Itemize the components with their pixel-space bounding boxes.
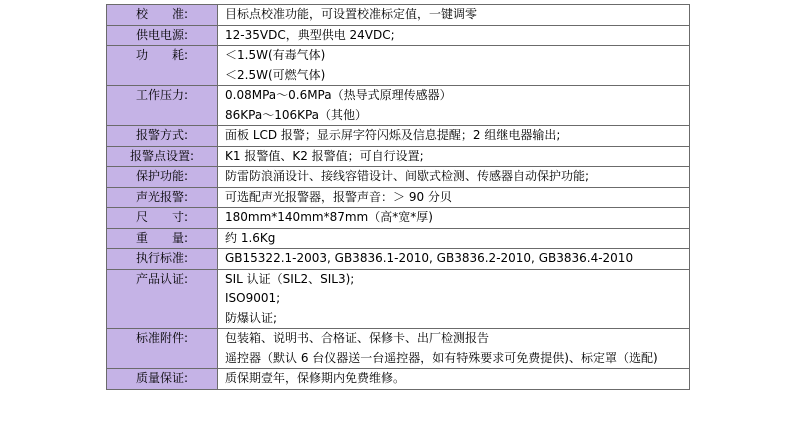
spec-table-body [107, 5, 690, 390]
spec-row [107, 269, 690, 329]
spec-row [107, 46, 690, 86]
spec-value-cell [218, 329, 690, 369]
spec-row [107, 187, 690, 208]
spec-value-line: 防爆认证; [225, 310, 278, 325]
spec-value-cell [218, 369, 690, 390]
spec-value-line: 面板 LCD 报警；显示屏字符闪烁及信息提醒；2 组继电器输出; [225, 128, 561, 142]
spec-row [107, 228, 690, 249]
spec-value-line: 可选配声光报警器，报警声音：＞ 90 分贝 [225, 189, 452, 204]
spec-row [107, 5, 690, 26]
spec-row [107, 249, 690, 270]
spec-row [107, 369, 690, 390]
spec-label: 标准附件: [107, 329, 218, 369]
spec-label: 工作压力: [107, 86, 218, 126]
spec-label: 质量保证: [107, 369, 218, 390]
spec-value-line: GB15322.1-2003, GB3836.1-2010, GB3836.2-2010, GB3836.4-2010 [225, 251, 634, 265]
spec-value-cell [218, 269, 690, 329]
spec-row [107, 167, 690, 188]
spec-value-line: 防雷防浪涌设计、接线容错设计、间歇式检测、传感器自动保护功能; [225, 169, 590, 183]
spec-value-cell [218, 86, 690, 126]
spec-label: 产品认证: [107, 269, 218, 329]
spec-row [107, 208, 690, 229]
spec-value-cell [218, 208, 690, 229]
spec-table [106, 4, 690, 390]
spec-value-line: 目标点校准功能，可设置校准标定值，一键调零 [225, 7, 478, 21]
spec-row [107, 86, 690, 126]
spec-label: 报警方式: [107, 126, 218, 147]
spec-label: 保护功能: [107, 167, 218, 188]
spec-value-line: 遥控器（默认 6 台仪器送一台遥控器，如有特殊要求可免费提供)、标定罩（选配) [225, 350, 658, 365]
spec-label: 供电电源: [107, 25, 218, 46]
spec-value-cell [218, 126, 690, 147]
spec-value-cell [218, 228, 690, 249]
spec-value-line: 86KPa～106KPa（其他） [225, 107, 368, 122]
spec-row [107, 329, 690, 369]
spec-label: 执行标准: [107, 249, 218, 270]
spec-value-line: 180mm*140mm*87mm（高*宽*厚) [225, 210, 433, 224]
spec-label: 声光报警: [107, 187, 218, 208]
spec-label: 校 准: [107, 5, 218, 26]
spec-value-line: 12-35VDC，典型供电 24VDC; [225, 27, 395, 42]
spec-label: 重 量: [107, 228, 218, 249]
spec-value-line: ＜1.5W(有毒气体) [225, 48, 326, 62]
spec-value-line: K1 报警值、K2 报警值；可自行设置; [225, 148, 424, 163]
spec-value-cell [218, 187, 690, 208]
spec-row [107, 146, 690, 167]
spec-value-cell [218, 25, 690, 46]
spec-row [107, 126, 690, 147]
spec-value-line: 质保期壹年，保修期内免费维修。 [225, 371, 406, 385]
spec-value-cell [218, 46, 690, 86]
spec-row [107, 25, 690, 46]
spec-value-line: 包装箱、说明书、合格证、保修卡、出厂检测报告 [225, 331, 490, 345]
spec-label: 尺 寸: [107, 208, 218, 229]
spec-value-cell [218, 167, 690, 188]
spec-value-line: 0.08MPa～0.6MPa（热导式原理传感器） [225, 88, 452, 102]
spec-value-cell [218, 249, 690, 270]
spec-value-cell [218, 5, 690, 26]
spec-label: 功 耗: [107, 46, 218, 86]
spec-value-line: SIL 认证（SIL2、SIL3); [225, 271, 355, 286]
spec-value-line: ＜2.5W(可燃气体) [225, 67, 326, 82]
spec-value-line: 约 1.6Kg [225, 230, 276, 245]
spec-value-line: ISO9001; [225, 291, 281, 305]
spec-value-cell [218, 146, 690, 167]
spec-label: 报警点设置: [107, 146, 218, 167]
